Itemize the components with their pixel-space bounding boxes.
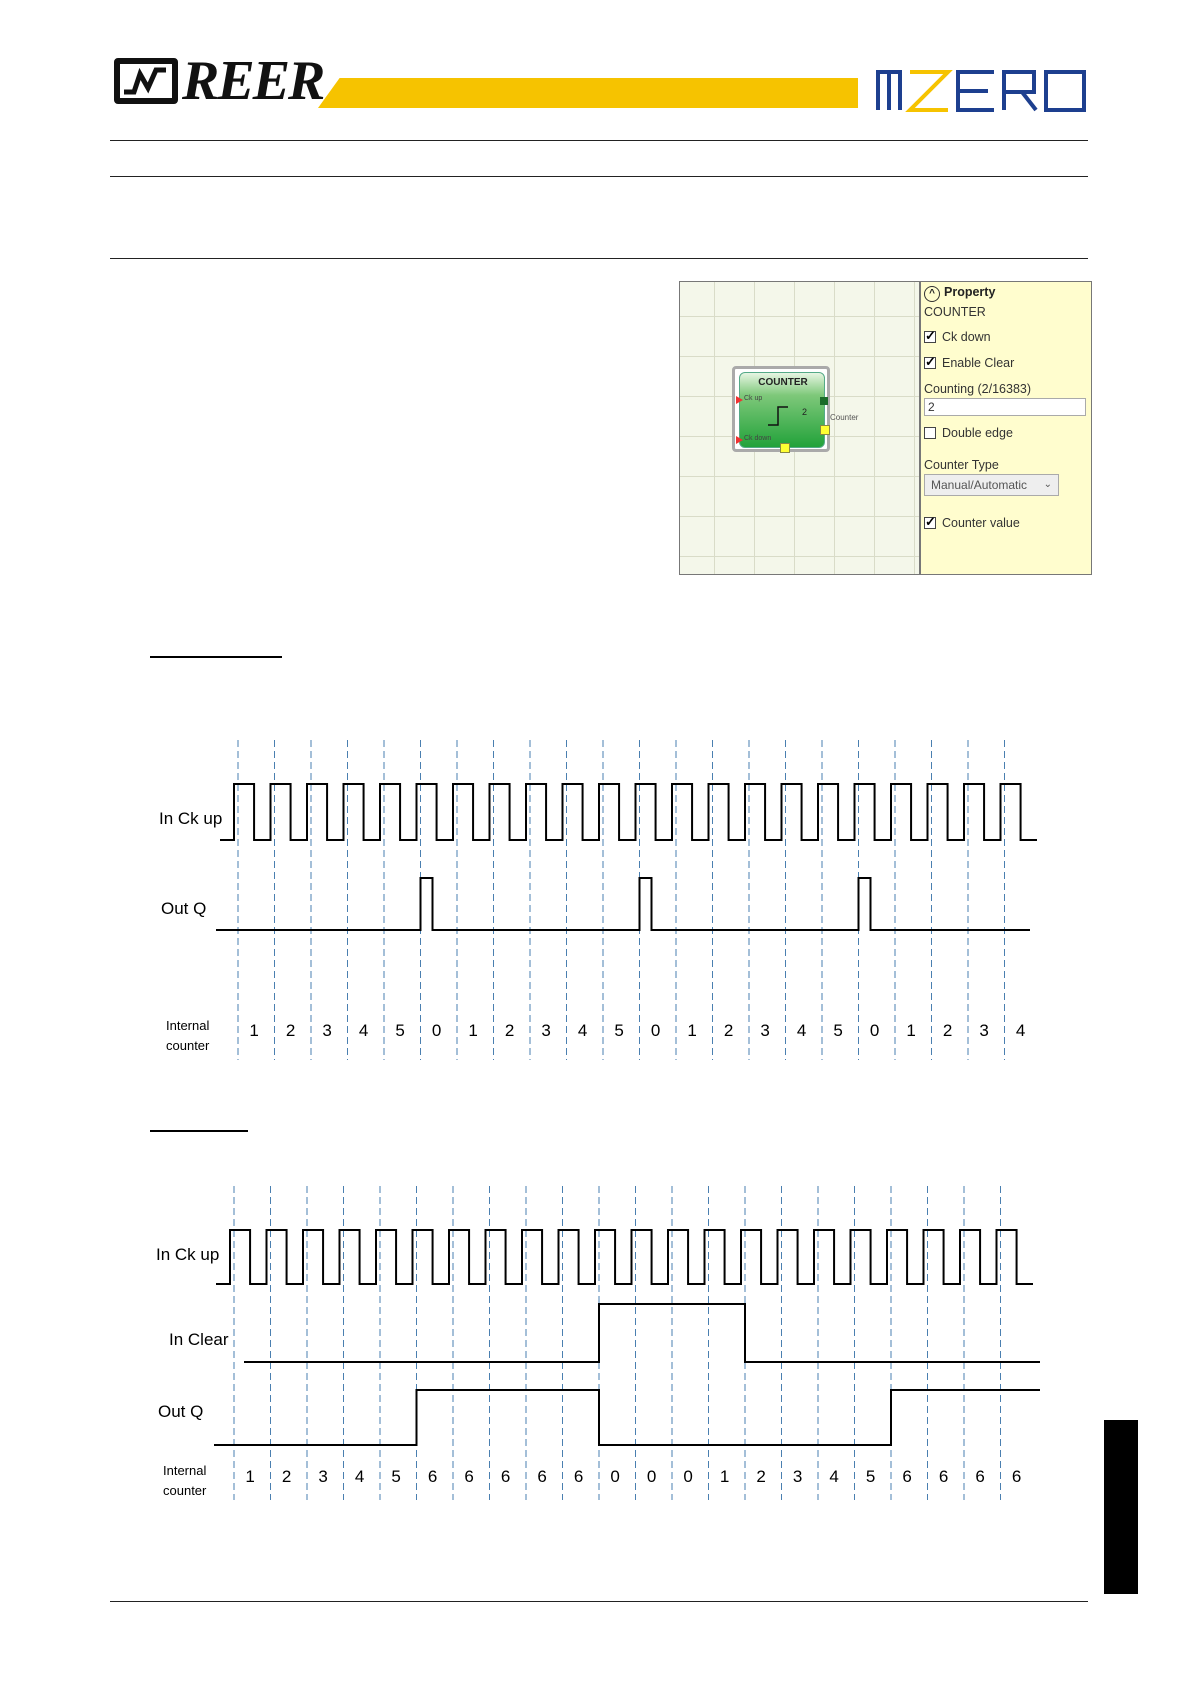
timing-diagram-manual [0, 1180, 1191, 1510]
section2-heading-underline [150, 1130, 248, 1132]
counter-value: 2 [942, 1021, 953, 1040]
d2-out-q-label: Out Q [158, 1402, 204, 1421]
counter-value: 6 [573, 1467, 584, 1486]
counter-value: 2 [504, 1021, 515, 1040]
d1-ck-up-label: In Ck up [159, 809, 223, 828]
property-pane [919, 282, 1091, 574]
ck-down-checkbox[interactable] [924, 331, 936, 343]
enable-clear-checkbox[interactable] [924, 357, 936, 369]
ck-down-input-label: Ck down [744, 435, 772, 442]
counter-value: 1 [468, 1021, 478, 1040]
counter-value: 4 [829, 1467, 839, 1486]
double-edge-checkbox[interactable] [924, 427, 936, 439]
counter-value: 2 [723, 1021, 734, 1040]
d1-internal-label-1: Internal [166, 1018, 210, 1033]
counter-value: 1 [687, 1021, 697, 1040]
reer-logo-mark [114, 58, 178, 104]
counter-value: 3 [792, 1467, 803, 1486]
footer-rule [110, 1601, 1088, 1602]
count-display: 2 [802, 407, 808, 417]
counter-value: 3 [322, 1021, 332, 1040]
waveform-icon [120, 64, 172, 98]
d1-counter-values [249, 1021, 1025, 1040]
counter-value: 0 [431, 1021, 442, 1040]
component-name: COUNTER [924, 305, 986, 319]
counter-value: 2 [281, 1467, 292, 1486]
chevron-down-icon: ⌄ [1043, 479, 1052, 490]
clear-input-pin[interactable] [780, 443, 790, 453]
d2-counter-values [245, 1467, 1021, 1486]
counter-value: 3 [760, 1021, 770, 1040]
d2-ck-up-signal [216, 1230, 1033, 1284]
counter-value: 6 [975, 1467, 985, 1486]
header-yellow-bar [318, 78, 858, 108]
reer-logo-text: REER [182, 50, 324, 112]
logic-canvas [680, 282, 919, 574]
side-language-tab [1104, 1420, 1138, 1594]
counter-value: 0 [610, 1467, 620, 1486]
d1-internal-label-2: counter [166, 1038, 210, 1053]
ck-down-option[interactable] [924, 330, 991, 344]
timing-diagram-automatic [0, 730, 1191, 1070]
counter-block-body [739, 372, 825, 448]
counter-value: 5 [865, 1467, 876, 1486]
counter-value: 3 [979, 1021, 989, 1040]
ck-up-input-label: Ck up [744, 395, 763, 402]
counter-value: 1 [906, 1021, 916, 1040]
counter-block[interactable] [732, 366, 830, 452]
d1-ck-up-signal [220, 784, 1037, 840]
counter-value: 6 [537, 1467, 547, 1486]
counter-value: 6 [464, 1467, 474, 1486]
ck-down-input-arrow[interactable] [736, 436, 743, 444]
enable-clear-option[interactable] [924, 356, 1014, 370]
d2-gridlines [234, 1186, 1001, 1500]
property-title: Property [944, 285, 996, 299]
counter-output-pin[interactable] [820, 425, 830, 435]
mzero-logo [876, 70, 1088, 112]
q-output-pin[interactable] [820, 397, 828, 405]
counter-value: 0 [646, 1467, 657, 1486]
counter-value: 0 [683, 1467, 693, 1486]
counter-value: 5 [391, 1467, 401, 1486]
counter-type-value: Manual/Automatic [931, 478, 1028, 492]
double-edge-label: Double edge [942, 426, 1013, 440]
counter-block-title: COUNTER [758, 377, 808, 388]
counter-value: 3 [318, 1467, 328, 1486]
header-rule-2 [110, 176, 1088, 177]
counter-value: 2 [756, 1467, 766, 1486]
ck-down-label: Ck down [942, 330, 991, 344]
enable-clear-label: Enable Clear [942, 356, 1015, 370]
d1-gridlines [238, 740, 1005, 1060]
header-rule-3 [110, 258, 1088, 259]
counter-value-option[interactable] [924, 516, 1020, 530]
counting-input[interactable]: 2 [924, 398, 1086, 416]
double-edge-option[interactable] [924, 426, 1013, 440]
header-rule-1 [110, 140, 1088, 141]
collapse-icon[interactable]: ^ [924, 286, 940, 302]
counter-value: 3 [541, 1021, 551, 1040]
counter-type-label: Counter Type [924, 458, 999, 472]
counter-value: 6 [1011, 1467, 1022, 1486]
counter-value: 6 [427, 1467, 438, 1486]
counter-value: 2 [285, 1021, 296, 1040]
counter-value: 1 [719, 1467, 730, 1486]
reer-logo [114, 50, 324, 112]
ck-up-input-arrow[interactable] [736, 396, 743, 404]
step-icon [766, 403, 790, 429]
d2-internal-label-2: counter [163, 1483, 207, 1498]
d2-clear-signal [244, 1304, 1040, 1362]
counter-value: 1 [245, 1467, 255, 1486]
d2-clear-label: In Clear [169, 1330, 229, 1349]
counter-value: 5 [395, 1021, 405, 1040]
d1-out-q-signal [216, 878, 1030, 930]
counter-properties-screenshot [679, 281, 1092, 575]
counter-value: 0 [650, 1021, 661, 1040]
counter-value: 4 [577, 1021, 588, 1040]
counter-value: 6 [902, 1467, 912, 1486]
d2-ck-up-label: In Ck up [156, 1245, 220, 1264]
counter-value: 5 [833, 1021, 843, 1040]
counter-value: 6 [938, 1467, 949, 1486]
d2-out-q-signal [214, 1390, 1040, 1445]
counter-output-label: Counter [830, 413, 859, 422]
d1-out-q-label: Out Q [161, 899, 207, 918]
counter-value: 1 [249, 1021, 259, 1040]
counter-value: 4 [354, 1467, 365, 1486]
counter-value-label: Counter value [942, 516, 1020, 530]
counter-type-select[interactable] [924, 474, 1059, 496]
counter-value: 6 [500, 1467, 511, 1486]
d2-internal-label-1: Internal [163, 1463, 207, 1478]
counter-value-checkbox[interactable] [924, 517, 936, 529]
counter-value: 4 [796, 1021, 807, 1040]
section1-heading-underline [150, 656, 282, 658]
counter-value: 4 [358, 1021, 369, 1040]
counting-label: Counting (2/16383) [924, 382, 1032, 396]
counter-value: 5 [614, 1021, 624, 1040]
counter-value: 4 [1015, 1021, 1026, 1040]
counter-value: 0 [869, 1021, 880, 1040]
